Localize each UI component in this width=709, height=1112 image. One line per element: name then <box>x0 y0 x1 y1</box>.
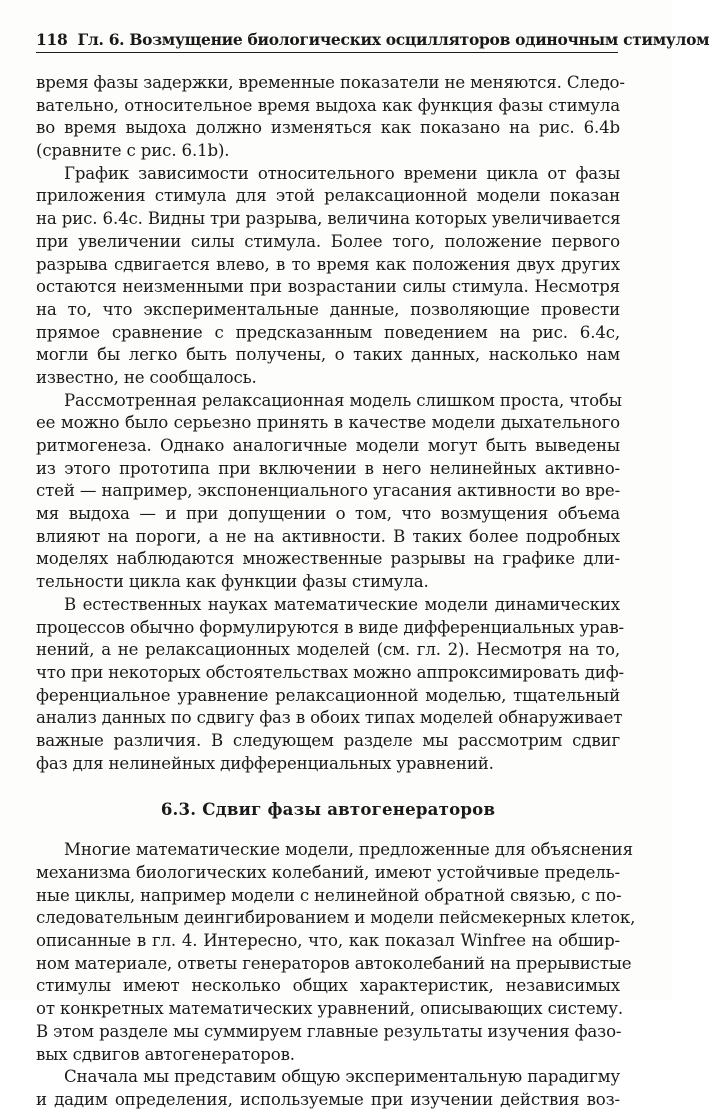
text-line: моделях наблюдаются множественные разрывы на графике дли- <box>36 549 620 569</box>
page-number: 118 <box>36 30 68 49</box>
text-line: механизма биологических колебаний, имеют устойчивые предель- <box>36 863 620 882</box>
text-line: время фазы задержки, временные показатели не меняются. Следо- <box>36 73 625 92</box>
text-line: В этом разделе мы суммируем главные результаты изучения фазо- <box>36 1021 622 1041</box>
text-line: следовательным деингибированием и модели пейсмекерных клеток, <box>36 908 636 928</box>
text-line: ные циклы, например модели с нелинейной обратной связью, с по- <box>36 885 622 905</box>
text-line: во время выдоха должно изменяться как показано на рис. 6.4b <box>36 118 620 138</box>
text-line: могли бы легко быть получены, о таких данных, насколько нам <box>36 345 620 365</box>
text-line: тельности цикла как функции фазы стимула. <box>36 572 429 592</box>
text-line: анализ данных по сдвигу фаз в обоих типах моделей обнаруживает <box>36 708 623 728</box>
text-line: (сравните с рис. 6.1b). <box>36 141 230 161</box>
text-line: мя выдоха — и при допущении о том, что возмущения объема <box>36 504 620 524</box>
text-line: ее можно было серьезно принять в качестве модели дыхательного <box>36 413 620 433</box>
text-line: описанные в гл. 4. Интересно, что, как показал Winfree на обшир- <box>36 931 620 951</box>
text-line: процессов обычно формулируются в виде дифференциальных урав- <box>36 617 624 637</box>
chapter-title: Гл. 6. Возмущение биологических осцилляторов одиночным стимулом <box>77 30 709 49</box>
running-head <box>36 30 709 53</box>
text-line: на то, что экспериментальные данные, позволяющие провести <box>36 299 620 319</box>
body-text <box>36 72 636 1112</box>
paragraph <box>36 163 620 390</box>
text-line: вательно, относительное время выдоха как функция фазы стимула <box>36 95 620 115</box>
text-line: Сначала мы представим общую экспериментальную парадигму <box>64 1067 620 1087</box>
text-line: остаются неизменными при возрастании силы стимула. Несмотря <box>36 277 620 297</box>
text-line: фаз для нелинейных дифференциальных уравнений. <box>36 753 494 773</box>
paragraph <box>36 594 624 776</box>
paragraph <box>36 390 620 594</box>
text-line: на рис. 6.4c. Видны три разрыва, величина которых увеличивается <box>36 209 621 229</box>
text-line: известно, не сообщалось. <box>36 367 257 387</box>
text-line: стимулы имеют несколько общих характеристик, независимых <box>36 976 620 996</box>
text-line: стей — например, экспоненциального угасания активности во вре- <box>36 481 621 501</box>
text-line: из этого прототипа при включении в него нелинейных активно- <box>36 458 620 478</box>
text-line: и дадим определения, используемые при изучении действия воз- <box>36 1089 620 1109</box>
text-line: График зависимости относительного времени цикла от фазы <box>64 163 620 183</box>
text-line: от конкретных математических уравнений, описывающих систему. <box>36 999 623 1019</box>
text-line: при увеличении силы стимула. Более того, положение первого <box>36 231 620 251</box>
text-line: В естественных науках математические модели динамических <box>64 594 620 614</box>
text-line: Многие математические модели, предложенные для объяснения <box>64 840 633 860</box>
text-line: ном материале, ответы генераторов автоколебаний на прерывистые <box>36 953 632 973</box>
text-line: что при некоторых обстоятельствах можно аппроксимировать диф- <box>36 662 624 682</box>
text-line: Рассмотренная релаксационная модель слишком проста, чтобы <box>64 390 622 410</box>
text-line: вых сдвигов автогенераторов. <box>36 1044 295 1064</box>
text-line: ференциальное уравнение релаксационной моделью, тщательный <box>36 685 620 705</box>
text-line: разрыва сдвигается влево, в то время как положения двух других <box>36 254 620 274</box>
text-line: приложения стимула для этой релаксационной модели показан <box>36 186 620 206</box>
section-heading: 6.3. Сдвиг фазы автогенераторов <box>160 799 496 820</box>
text-line: прямое сравнение с предсказанным поведением на рис. 6.4c, <box>36 322 620 342</box>
text-line: влияют на пороги, а не на активности. В таких более подробных <box>36 526 620 546</box>
text-line: нений, а не релаксационных моделей (см. гл. 2). Несмотря на то, <box>36 640 620 660</box>
paragraph <box>36 839 636 1066</box>
paragraph <box>36 1066 620 1111</box>
text-line: ритмогенеза. Однако аналогичные модели могут быть выведены <box>36 436 620 455</box>
text-line: важные различия. В следующем разделе мы рассмотрим сдвиг <box>36 730 620 750</box>
paragraph <box>36 72 625 163</box>
